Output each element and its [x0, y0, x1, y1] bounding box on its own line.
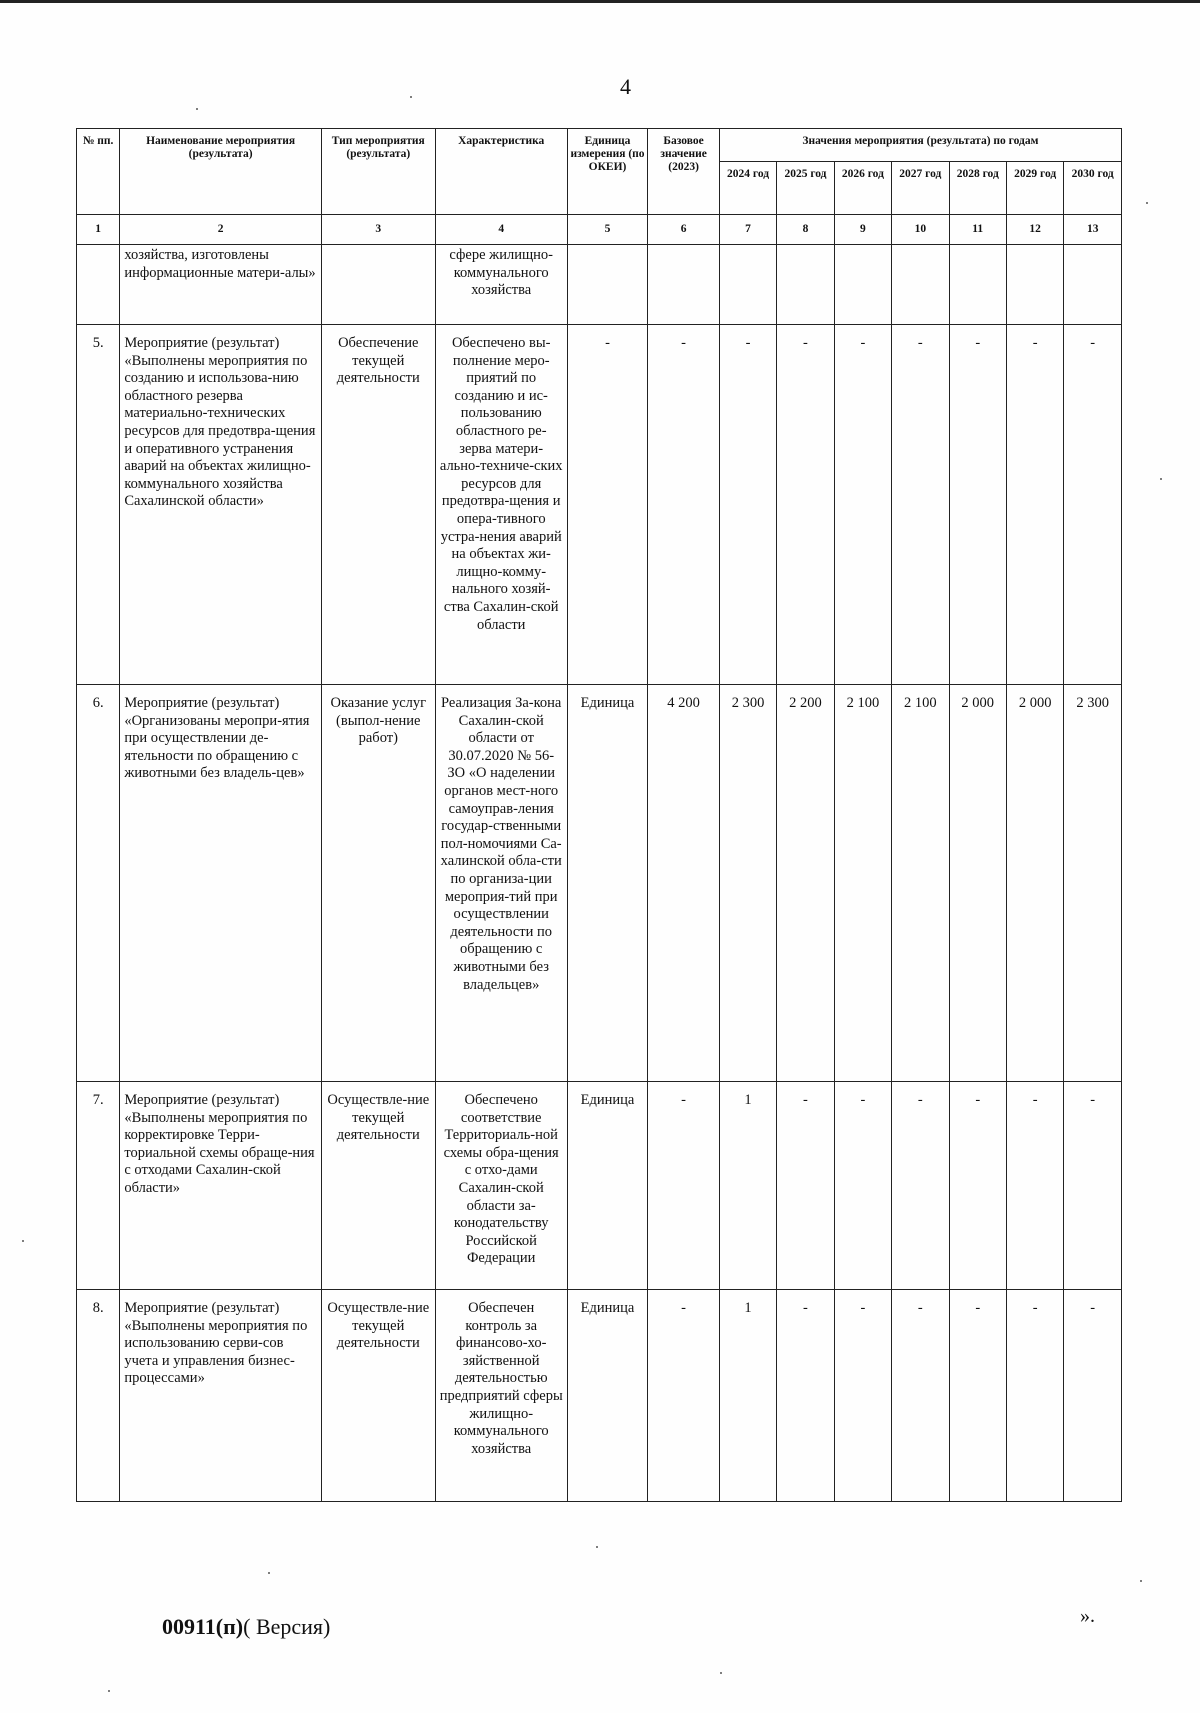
row-type	[321, 245, 435, 325]
footer-code: 00911(п)	[162, 1614, 244, 1639]
header-row-1	[77, 129, 1122, 162]
row-unit: -	[567, 325, 648, 685]
row-value: 2 000	[949, 685, 1006, 1082]
header-num: № пп.	[77, 129, 120, 215]
row-name: Мероприятие (результат) «Выполнены мероприятия по корректировке Терри-ториальной схемы обраще-ния с отходами Сахалин-ской области»	[120, 1082, 322, 1290]
row-number: 8.	[77, 1290, 120, 1502]
row-number: 6.	[77, 685, 120, 1082]
scan-speck	[268, 1572, 270, 1574]
row-name: Мероприятие (результат) «Выполнены мероприятия по созданию и использова-нию областного резерва материально-технических ресурсов для предотвра-щения и оперативного устранения аварий на объектах жилищно-коммунального хозяйства Сахалинской области»	[120, 325, 322, 685]
table-row	[77, 1290, 1122, 1502]
row-characteristic: Обеспечено вы-полнение меро-приятий по созданию и ис-пользованию областного ре-зерва матери-ально-техниче-ских ресурсов для предотвра-щения и опера-тивного устра-нения аварий на объектах жи-лищно-комму-нального хозяй-ства Сахалин-ской области	[435, 325, 567, 685]
header-year: 2025 год	[777, 162, 834, 215]
row-unit	[567, 245, 648, 325]
header-name: Наименование мероприятия (результата)	[120, 129, 322, 215]
row-value: -	[949, 1290, 1006, 1502]
row-characteristic: Обеспечен контроль за финансово-хо-зяйственной деятельностью предприятий сферы жилищно-коммунального хозяйства	[435, 1290, 567, 1502]
column-number-row	[77, 215, 1122, 245]
column-number: 2	[120, 215, 322, 245]
row-name: хозяйства, изготовлены информационные матери-алы»	[120, 245, 322, 325]
scan-speck	[1140, 1580, 1142, 1582]
column-number: 10	[892, 215, 949, 245]
header-year: 2029 год	[1006, 162, 1063, 215]
header-year: 2028 год	[949, 162, 1006, 215]
row-value: -	[892, 1290, 949, 1502]
row-unit: Единица	[567, 685, 648, 1082]
row-type: Осуществле-ние текущей деятельности	[321, 1082, 435, 1290]
row-base: -	[648, 1082, 720, 1290]
row-name: Мероприятие (результат) «Организованы меропри-ятия при осуществлении де-ятельности по обращению с животными без владель-цев»	[120, 685, 322, 1082]
table-row	[77, 685, 1122, 1082]
column-number: 12	[1006, 215, 1063, 245]
row-value: -	[777, 1082, 834, 1290]
row-base: 4 200	[648, 685, 720, 1082]
header-values-title: Значения мероприятия (результата) по годам	[719, 129, 1121, 162]
page-number: 4	[620, 74, 631, 99]
top-border-line	[0, 0, 1200, 3]
header-year: 2030 год	[1064, 162, 1122, 215]
header-characteristic: Характеристика	[435, 129, 567, 215]
row-value: 2 100	[834, 685, 891, 1082]
row-value: 2 000	[1006, 685, 1063, 1082]
row-value	[1064, 245, 1122, 325]
row-characteristic: Обеспечено соответствие Территориаль-ной схемы обра-щения с отхо-дами Сахалин-ской области за-конодательству Российской Федерации	[435, 1082, 567, 1290]
row-value: 1	[719, 1290, 776, 1502]
row-characteristic: Реализация За-кона Сахалин-ской области от 30.07.2020 № 56-ЗО «О наделении органов мест-ного самоуправ-ления государ-ственными пол-номочиями Са-халинской обла-сти по организа-ции мероприя-тий при осуществлении деятельности по обращению с животными без владельцев»	[435, 685, 567, 1082]
row-base	[648, 245, 720, 325]
row-value: -	[719, 325, 776, 685]
header-year: 2024 год	[719, 162, 776, 215]
scan-speck	[410, 96, 412, 98]
row-value	[1006, 245, 1063, 325]
scan-speck	[196, 108, 198, 110]
scan-speck	[1160, 478, 1162, 480]
column-number: 9	[834, 215, 891, 245]
scan-speck	[108, 1690, 110, 1692]
row-value: -	[834, 325, 891, 685]
row-value: -	[949, 325, 1006, 685]
header-year: 2026 год	[834, 162, 891, 215]
scan-speck	[720, 1672, 722, 1674]
header-type: Тип мероприятия (результата)	[321, 129, 435, 215]
row-value	[719, 245, 776, 325]
column-number: 11	[949, 215, 1006, 245]
row-value	[834, 245, 891, 325]
column-number: 5	[567, 215, 648, 245]
column-number: 13	[1064, 215, 1122, 245]
activities-table	[76, 128, 1122, 1502]
row-value	[777, 245, 834, 325]
row-value: 2 100	[892, 685, 949, 1082]
column-number: 1	[77, 215, 120, 245]
row-value: -	[892, 1082, 949, 1290]
row-value: -	[1006, 325, 1063, 685]
scan-speck	[22, 1240, 24, 1242]
footer-version: ( Версия)	[243, 1614, 331, 1639]
row-value: -	[892, 325, 949, 685]
footer-document-code	[162, 1614, 330, 1640]
row-value: 2 200	[777, 685, 834, 1082]
table-row	[77, 325, 1122, 685]
column-number: 7	[719, 215, 776, 245]
header-base: Базовое значение (2023)	[648, 129, 720, 215]
row-value	[892, 245, 949, 325]
row-value: -	[1064, 1290, 1122, 1502]
header-year: 2027 год	[892, 162, 949, 215]
row-value: -	[834, 1290, 891, 1502]
column-number: 3	[321, 215, 435, 245]
row-base: -	[648, 1290, 720, 1502]
row-value: -	[777, 1290, 834, 1502]
row-value: -	[1064, 1082, 1122, 1290]
row-characteristic: сфере жилищно-коммунального хозяйства	[435, 245, 567, 325]
row-number: 5.	[77, 325, 120, 685]
row-value: 2 300	[1064, 685, 1122, 1082]
row-type: Оказание услуг (выпол-нение работ)	[321, 685, 435, 1082]
row-value: 1	[719, 1082, 776, 1290]
table-row	[77, 245, 1122, 325]
column-number: 4	[435, 215, 567, 245]
row-value: -	[1006, 1082, 1063, 1290]
row-unit: Единица	[567, 1082, 648, 1290]
row-value: 2 300	[719, 685, 776, 1082]
row-value: -	[1006, 1290, 1063, 1502]
column-number: 8	[777, 215, 834, 245]
row-name: Мероприятие (результат) «Выполнены мероприятия по использованию серви-сов учета и управления бизнес-процессами»	[120, 1290, 322, 1502]
scan-speck	[596, 1546, 598, 1548]
header-unit: Единица измерения (по ОКЕИ)	[567, 129, 648, 215]
row-value: -	[949, 1082, 1006, 1290]
row-value: -	[1064, 325, 1122, 685]
row-number: 7.	[77, 1082, 120, 1290]
scan-speck	[1146, 202, 1148, 204]
row-value	[949, 245, 1006, 325]
row-type: Обеспечение текущей деятельности	[321, 325, 435, 685]
row-unit: Единица	[567, 1290, 648, 1502]
row-number	[77, 245, 120, 325]
row-value: -	[777, 325, 834, 685]
row-type: Осуществле-ние текущей деятельности	[321, 1290, 435, 1502]
closing-quote-mark: ».	[1080, 1605, 1095, 1627]
row-value: -	[834, 1082, 891, 1290]
table-row	[77, 1082, 1122, 1290]
row-base: -	[648, 325, 720, 685]
column-number: 6	[648, 215, 720, 245]
